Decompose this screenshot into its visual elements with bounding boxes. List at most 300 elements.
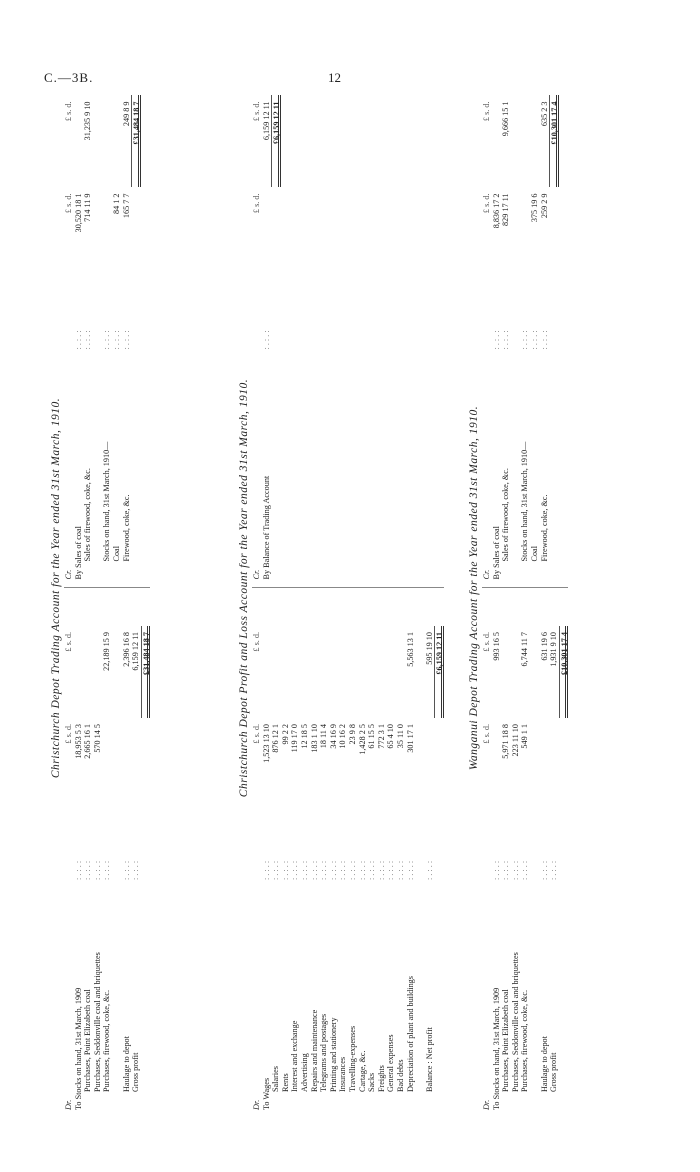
line-label: Repairs and maintenance [309, 1009, 319, 1092]
lsd-heading: £ s. d. [482, 101, 491, 122]
line-amount-outer [271, 626, 281, 718]
line-amount-outer [501, 626, 511, 718]
leader-dots: : . : . : [491, 860, 501, 880]
account-line [319, 589, 329, 1119]
spacer [559, 810, 569, 880]
account-line [112, 58, 122, 588]
leader-dots: : . : . : [367, 860, 377, 880]
line-label: Stocks on hand, 31st March, 1910— [520, 441, 530, 562]
line-amount-inner: 165 7 7 [121, 193, 131, 219]
account-line [511, 589, 521, 1119]
spacer [252, 280, 262, 350]
line-label: Insurances [338, 1056, 348, 1092]
lsd-heading: £ s. d. [482, 632, 491, 652]
line-amount-inner: 876 12 1 [271, 724, 281, 753]
line-amount-outer [511, 626, 521, 718]
line-amount-outer [281, 626, 291, 718]
line-amount-outer [396, 626, 406, 718]
lsd-heading: £ s. d. [64, 724, 73, 744]
leader-dots: : . : . : [520, 330, 530, 350]
leader-dots: : . : . : [529, 330, 539, 350]
account-line [377, 589, 387, 1119]
line-amount-inner: 375 19 6 [529, 193, 539, 223]
spacer [559, 880, 569, 1118]
account-line [367, 589, 377, 1119]
line-amount-outer: 595 19 10 [424, 632, 434, 665]
account-line [122, 589, 132, 1119]
total-line [141, 589, 151, 1119]
account-line [131, 589, 141, 1119]
line-amount-inner: 84 1 2 [111, 193, 121, 214]
line-label [93, 350, 103, 588]
line-amount-inner: 570 14 5 [92, 724, 102, 753]
account-line [102, 58, 112, 588]
spacer [482, 280, 492, 350]
spacer [559, 718, 569, 810]
spacer [64, 810, 74, 880]
line-label: Rents [280, 1073, 290, 1092]
column-heading [64, 58, 74, 588]
line-amount-inner [131, 718, 141, 810]
account-line [530, 589, 540, 1119]
line-label: Travelling-expenses [347, 1025, 357, 1092]
account-line [549, 589, 559, 1119]
line-amount-inner: 119 17 0 [290, 724, 300, 753]
line-amount-outer [358, 626, 368, 718]
leader-dots: : . : . : [501, 860, 511, 880]
leader-dots: : . : . : [73, 860, 83, 880]
leader-dots: : . : . : [338, 860, 348, 880]
lsd-heading: £ s. d. [252, 193, 261, 214]
leader-dots: : . : . : [73, 330, 83, 350]
rotated-accounts-page [50, 58, 660, 1118]
leader-dots: : . : . : [102, 330, 112, 350]
line-amount-outer [415, 626, 425, 718]
leader-dots: : . : . : [299, 860, 309, 880]
cr-label: Cr. [482, 569, 491, 580]
line-label: Coal [111, 546, 121, 562]
page-number: 12 [328, 70, 341, 85]
credit-side [252, 58, 444, 589]
account-line [310, 589, 320, 1119]
line-amount-inner: 30,520 18 1 [73, 193, 83, 233]
leader-dots: : . : . : [549, 860, 559, 880]
leader-dots: : . : . : [131, 860, 141, 880]
line-label: Advertising [299, 1053, 309, 1092]
leader-dots: : . : . : [92, 860, 102, 880]
spacer [434, 810, 444, 880]
line-label: Gross profit [131, 1052, 141, 1092]
line-label: Stocks on hand, 31st March, 1910— [102, 441, 112, 562]
lsd-heading: £ s. d. [252, 101, 261, 122]
line-label: Coal [529, 546, 539, 562]
spacer [141, 880, 151, 1118]
account-line [406, 589, 416, 1119]
line-amount-inner: 12 18 5 [299, 724, 309, 749]
credit-side [482, 58, 568, 589]
line-label [530, 880, 540, 1118]
spacer [271, 280, 281, 350]
line-amount-inner: 65 4 10 [386, 724, 396, 749]
line-label: To Stocks on hand, 31st March, 1909 [491, 987, 501, 1110]
account-total: £6,159 12 11 [434, 626, 444, 718]
leader-dots: : . : . : [386, 860, 396, 880]
spacer [549, 188, 559, 280]
account-line [329, 589, 339, 1119]
line-label: Haulage to depot [539, 1036, 549, 1092]
line-amount-inner: 549 1 1 [520, 724, 530, 749]
line-amount-inner: 772 3 1 [376, 724, 386, 749]
line-label: Firewood, coke, &c. [539, 494, 549, 562]
line-amount-inner: 2,665 16 1 [83, 724, 93, 759]
line-amount-inner: 61 15 5 [367, 724, 377, 749]
line-amount-outer [338, 626, 348, 718]
debit-side [252, 589, 444, 1119]
spacer [271, 350, 281, 588]
line-label: Sales of firewood, coke, &c. [501, 468, 511, 562]
line-amount-outer: 635 2 3 [539, 101, 549, 127]
leader-dots: : . : . : [319, 860, 329, 880]
column-heading [64, 589, 74, 1119]
account-columns [252, 58, 444, 1118]
line-amount-inner: 1,523 13 10 [261, 724, 271, 763]
leader-dots: : . : . : [261, 330, 271, 350]
account-line [501, 58, 511, 588]
line-label: Haulage to depot [121, 1036, 131, 1092]
spacer [131, 280, 141, 350]
leader-dots: : . : . : [520, 860, 530, 880]
account-line [83, 589, 93, 1119]
leader-dots: : . : . : [102, 860, 112, 880]
line-label: Balance : Net profit [424, 1027, 434, 1092]
account-line [358, 589, 368, 1119]
line-amount-outer: 6,159 12 11 [261, 101, 271, 141]
line-label: By Balance of Trading Account [261, 475, 271, 580]
line-label: By Sales of coal [73, 526, 83, 580]
line-amount-inner [415, 718, 425, 810]
line-amount-inner: 99 2 2 [280, 724, 290, 745]
spacer [549, 350, 559, 588]
leader-dots: : . : . : [83, 860, 93, 880]
account-line [300, 589, 310, 1119]
credit-side [64, 58, 150, 589]
line-amount-outer: 22,189 15 9 [102, 632, 112, 671]
line-amount-outer: 9,666 15 1 [501, 101, 511, 137]
spacer [64, 280, 74, 350]
lsd-heading: £ s. d. [64, 101, 73, 122]
account-line [520, 589, 530, 1119]
account-section [238, 58, 444, 1118]
total-line [434, 589, 444, 1119]
line-amount-outer [93, 96, 103, 188]
leader-dots: : . : . : [271, 860, 281, 880]
account-line [501, 589, 511, 1119]
account-line [271, 589, 281, 1119]
line-amount-inner: 223 11 10 [510, 724, 520, 757]
lsd-heading: £ s. d. [252, 632, 261, 652]
report-code: C.—3B. [44, 70, 94, 85]
line-label: Telegrams and postages [319, 1013, 329, 1092]
column-heading [252, 589, 262, 1119]
line-label: Sales of firewood, coke, &c. [83, 468, 93, 562]
line-amount-outer: 6,159 12 11 [131, 632, 141, 671]
spacer [131, 188, 141, 280]
account-line [511, 58, 521, 588]
line-amount-outer: 249 8 9 [121, 101, 131, 127]
leader-dots [530, 810, 540, 880]
total-line [131, 58, 141, 588]
line-amount-outer [367, 626, 377, 718]
line-amount-outer: 31,235 9 10 [83, 101, 93, 141]
spacer [549, 280, 559, 350]
account-line [530, 58, 540, 588]
line-amount-inner [511, 188, 521, 280]
line-label: Depreciation of plant and buildings [405, 976, 415, 1092]
line-amount-outer [300, 626, 310, 718]
line-amount-outer [262, 626, 272, 718]
line-amount-inner [112, 718, 122, 810]
line-amount-inner: 301 17 1 [405, 724, 415, 753]
account-line [386, 589, 396, 1119]
line-label: To Stocks on hand, 31st March, 1909 [73, 987, 83, 1110]
account-line [425, 589, 435, 1119]
line-label: Bad debts [395, 1059, 405, 1092]
leader-dots: : . : . : [501, 330, 511, 350]
line-label: Sacks [367, 1072, 377, 1092]
line-amount-inner: 1,428 2 5 [357, 724, 367, 755]
debit-side [482, 589, 568, 1119]
account-total: £31,484 18 7 [141, 626, 151, 718]
line-amount-outer [348, 626, 358, 718]
line-amount-inner [102, 188, 112, 280]
account-line [540, 58, 550, 588]
spacer [141, 718, 151, 810]
account-line [290, 589, 300, 1119]
account-line [520, 58, 530, 588]
line-label: Purchases, firewood, coke, &c. [102, 989, 112, 1092]
line-label: Cartage, &c. [357, 1050, 367, 1092]
account-title: Christchurch Depot Profit and Loss Account for the Year ended 31st March, 1910. [238, 378, 250, 798]
account-line [122, 58, 132, 588]
account-line [102, 589, 112, 1119]
dr-label: Dr. [482, 1099, 491, 1110]
line-label [415, 880, 425, 1118]
line-amount-inner: 35 11 0 [395, 724, 405, 749]
line-label: Interest and exchange [290, 1020, 300, 1092]
leader-dots: : . : . : [357, 860, 367, 880]
total-line [559, 589, 569, 1119]
line-amount-inner: 34 16 9 [328, 724, 338, 749]
lsd-heading: £ s. d. [482, 724, 491, 744]
account-total: £10,301 17 4 [549, 96, 559, 188]
leader-dots [112, 810, 122, 880]
line-amount-outer: 993 16 5 [491, 632, 501, 661]
line-label: Purchases, Seddonville coal and briquettes [92, 952, 102, 1092]
line-amount-inner: 18,953 5 3 [73, 724, 83, 759]
account-section [50, 58, 150, 1118]
line-amount-outer [530, 96, 540, 188]
line-amount-outer [83, 626, 93, 718]
leader-dots: : . : . : [280, 860, 290, 880]
account-section [468, 58, 568, 1118]
debit-side [64, 589, 150, 1119]
leader-dots: : . : . : [424, 860, 434, 880]
line-label: Purchases, Point Elizabeth coal [83, 989, 93, 1092]
spacer [434, 718, 444, 810]
line-amount-outer [102, 96, 112, 188]
line-amount-inner [549, 718, 559, 810]
leader-dots: : . : . : [347, 860, 357, 880]
line-amount-outer [511, 96, 521, 188]
leader-dots: : . : . : [261, 860, 271, 880]
line-label [112, 880, 122, 1118]
line-label: General expenses [386, 1034, 396, 1092]
line-amount-inner [520, 188, 530, 280]
line-label: Gross profit [549, 1052, 559, 1092]
account-line [492, 58, 502, 588]
leader-dots: : . : . : [539, 330, 549, 350]
lsd-heading: £ s. d. [482, 193, 491, 214]
account-line [262, 58, 272, 588]
dr-label: Dr. [64, 1099, 73, 1110]
account-total: £6,159 12 11 [271, 96, 281, 188]
line-label: Purchases, firewood, coke, &c. [520, 989, 530, 1092]
line-amount-inner: 8,836 17 2 [491, 193, 501, 229]
leader-dots: : . : . : [376, 860, 386, 880]
account-line [83, 58, 93, 588]
line-amount-inner: 183 1 10 [309, 724, 319, 753]
account-line [74, 58, 84, 588]
line-label: Firewood, coke, &c. [121, 494, 131, 562]
total-line [271, 58, 281, 588]
leader-dots [93, 280, 103, 350]
account-line [396, 589, 406, 1119]
account-line [262, 589, 272, 1119]
line-label: By Sales of coal [491, 526, 501, 580]
line-amount-outer [74, 96, 84, 188]
line-label: To Wages [261, 1077, 271, 1110]
leader-dots: : . : . : [83, 330, 93, 350]
line-amount-inner [102, 718, 112, 810]
account-line [338, 589, 348, 1119]
line-amount-inner: 5,971 18 8 [501, 724, 511, 759]
leader-dots: : . : . : [395, 860, 405, 880]
line-amount-outer [492, 96, 502, 188]
line-amount-inner [122, 718, 132, 810]
account-line [93, 58, 103, 588]
account-line [112, 589, 122, 1119]
line-amount-outer [530, 626, 540, 718]
line-label: Salaries [271, 1066, 281, 1092]
leader-dots [415, 810, 425, 880]
account-line [74, 589, 84, 1119]
lsd-heading: £ s. d. [252, 724, 261, 744]
line-amount-inner [540, 718, 550, 810]
spacer [252, 810, 262, 880]
line-amount-outer: 631 19 6 [539, 632, 549, 661]
leader-dots: : . : . : [539, 860, 549, 880]
account-line [348, 589, 358, 1119]
leader-dots [511, 280, 521, 350]
cr-label: Cr. [64, 569, 73, 580]
line-amount-inner [425, 718, 435, 810]
lsd-heading: £ s. d. [64, 193, 73, 214]
leader-dots: : . : . : [111, 330, 121, 350]
leader-dots: : . : . : [491, 330, 501, 350]
leader-dots: : . : . : [290, 860, 300, 880]
line-amount-inner: 23 9 8 [347, 724, 357, 745]
line-amount-outer [93, 626, 103, 718]
account-title: Wanganui Depot Trading Account for the Year ended 31st March, 1910. [468, 405, 480, 771]
line-amount-outer [329, 626, 339, 718]
line-amount-outer: 1,931 9 10 [549, 632, 559, 667]
line-amount-inner [93, 188, 103, 280]
line-label: Purchases, Point Elizabeth coal [501, 989, 511, 1092]
line-amount-inner [492, 718, 502, 810]
line-amount-inner: 18 11 4 [319, 724, 329, 749]
cr-label: Cr. [252, 569, 261, 580]
dr-label: Dr. [252, 1099, 261, 1110]
spacer [482, 810, 492, 880]
line-label: Purchases, Seddonville coal and briquettes [510, 952, 520, 1092]
line-amount-outer [112, 626, 122, 718]
account-columns [64, 58, 150, 1118]
account-line [540, 589, 550, 1119]
spacer [271, 188, 281, 280]
account-line [492, 589, 502, 1119]
line-amount-outer: 2,396 16 8 [121, 632, 131, 667]
line-amount-outer [386, 626, 396, 718]
leader-dots: : . : . : [405, 860, 415, 880]
leader-dots: : . : . : [328, 860, 338, 880]
lsd-heading: £ s. d. [64, 632, 73, 652]
line-amount-outer: 6,744 11 7 [520, 632, 530, 667]
line-amount-inner: 714 11 9 [83, 193, 93, 222]
column-heading [482, 589, 492, 1119]
leader-dots: : . : . : [121, 860, 131, 880]
line-amount-outer [520, 96, 530, 188]
account-line [415, 589, 425, 1119]
line-label: Printing and stationery [328, 1017, 338, 1092]
line-amount-outer [310, 626, 320, 718]
line-amount-inner: 259 2 9 [539, 193, 549, 219]
account-line [93, 589, 103, 1119]
leader-dots: : . : . : [121, 330, 131, 350]
line-amount-outer [290, 626, 300, 718]
spacer [131, 350, 141, 588]
spacer [434, 880, 444, 1118]
line-amount-inner: 10 16 2 [338, 724, 348, 749]
line-amount-outer [112, 96, 122, 188]
leader-dots: : . : . : [510, 860, 520, 880]
line-label [511, 350, 521, 588]
column-heading [252, 58, 262, 588]
line-amount-outer [319, 626, 329, 718]
account-total: £10,301 17 4 [559, 626, 569, 718]
leader-dots: : . : . : [309, 860, 319, 880]
line-amount-inner [530, 718, 540, 810]
total-line [549, 58, 559, 588]
line-amount-outer [74, 626, 84, 718]
account-title: Christchurch Depot Trading Account for the Year ended 31st March, 1910. [50, 397, 62, 779]
account-total: £31,484 18 7 [131, 96, 141, 188]
line-label: Freights [376, 1065, 386, 1092]
column-heading [482, 58, 492, 588]
spacer [141, 810, 151, 880]
line-amount-outer [377, 626, 387, 718]
line-amount-outer: 5,563 13 1 [405, 632, 415, 667]
account-columns [482, 58, 568, 1118]
